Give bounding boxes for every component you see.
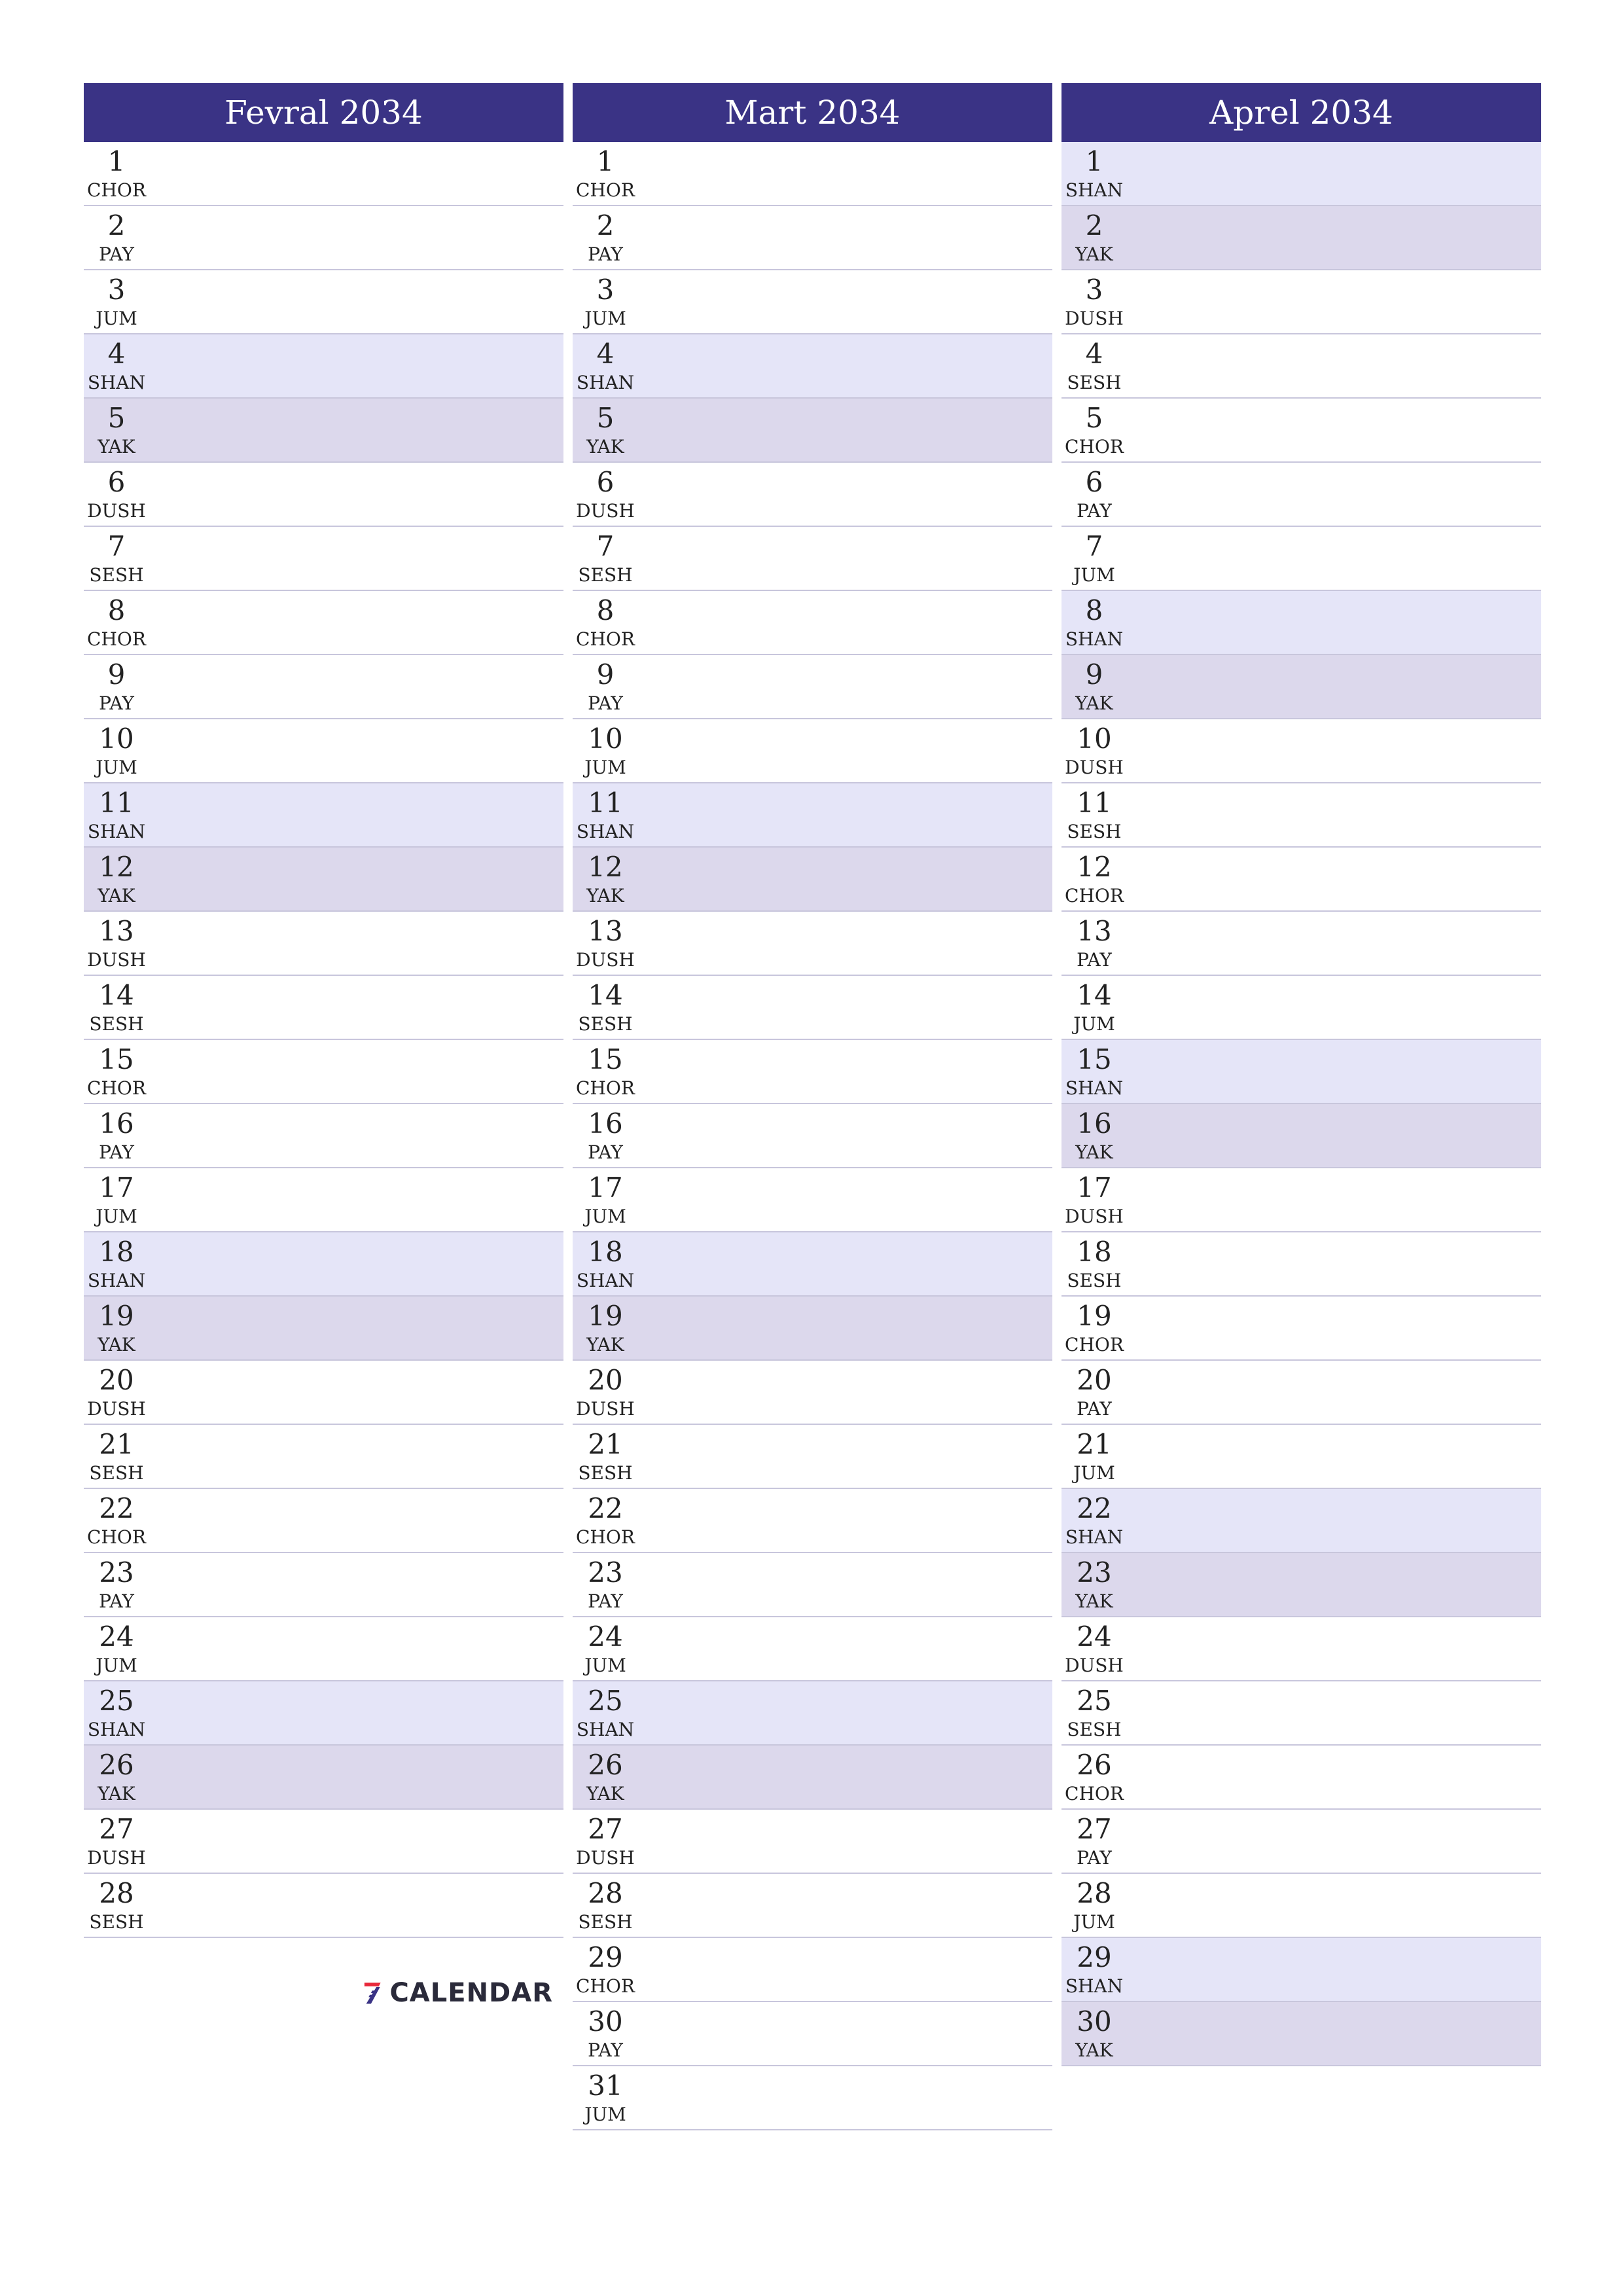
day-row [84, 719, 563, 783]
day-number: 2 [1085, 209, 1103, 242]
day-number: 23 [588, 1556, 623, 1588]
weekday-label: CHOR [87, 1077, 146, 1099]
day-row [84, 1168, 563, 1232]
day-row [573, 591, 1052, 655]
day-row [84, 976, 563, 1040]
day-row [1061, 270, 1541, 334]
day-row [84, 912, 563, 976]
weekday-label: SHAN [1065, 628, 1124, 650]
weekday-label: YAK [98, 1334, 135, 1355]
weekday-label: YAK [586, 436, 624, 457]
day-row [1061, 1874, 1541, 1938]
day-number: 8 [596, 594, 615, 626]
day-row [573, 1425, 1052, 1489]
day-list [1061, 142, 1541, 2066]
day-number: 24 [99, 1621, 134, 1653]
day-row [573, 1297, 1052, 1361]
day-row [84, 848, 563, 912]
day-row [573, 463, 1052, 527]
day-number: 2 [596, 209, 615, 242]
day-row [84, 655, 563, 719]
day-row [1061, 591, 1541, 655]
day-number: 10 [1077, 723, 1112, 755]
day-row [1061, 1040, 1541, 1104]
day-row [1061, 1297, 1541, 1361]
day-number: 1 [1085, 145, 1103, 177]
day-number: 9 [596, 658, 615, 691]
day-number: 2 [107, 209, 126, 242]
day-number: 7 [596, 530, 615, 562]
day-row [1061, 206, 1541, 270]
weekday-label: PAY [588, 1590, 623, 1612]
day-number: 30 [1077, 2005, 1112, 2037]
day-number: 14 [588, 979, 623, 1011]
day-number: 5 [107, 402, 126, 434]
day-number: 23 [99, 1556, 134, 1588]
day-row [1061, 719, 1541, 783]
day-number: 5 [596, 402, 615, 434]
weekday-label: JUM [96, 308, 137, 329]
day-row [1061, 1810, 1541, 1874]
day-row [573, 399, 1052, 463]
weekday-label: YAK [586, 1334, 624, 1355]
day-row [573, 1810, 1052, 1874]
day-row [84, 206, 563, 270]
day-number: 12 [588, 851, 623, 883]
day-row [573, 976, 1052, 1040]
day-number: 15 [99, 1043, 134, 1075]
weekday-label: CHOR [1065, 436, 1124, 457]
day-number: 16 [588, 1107, 623, 1139]
day-row [1061, 1489, 1541, 1553]
day-row [573, 270, 1052, 334]
weekday-label: YAK [1075, 2039, 1113, 2061]
weekday-label: SHAN [576, 1719, 635, 1740]
day-row [84, 591, 563, 655]
day-number: 3 [596, 274, 615, 306]
day-row [573, 527, 1052, 591]
day-number: 6 [1085, 466, 1103, 498]
day-row [573, 783, 1052, 848]
weekday-label: SHAN [87, 821, 146, 842]
seven-logo-icon [363, 1968, 382, 2018]
day-number: 13 [588, 915, 623, 947]
day-row [573, 1746, 1052, 1810]
weekday-label: SESH [578, 1911, 633, 1933]
weekday-label: SESH [89, 564, 144, 586]
weekday-label: SESH [578, 564, 633, 586]
weekday-label: JUM [584, 757, 626, 778]
day-number: 27 [99, 1813, 134, 1845]
weekday-label: PAY [1077, 1847, 1112, 1869]
weekday-label: PAY [588, 1141, 623, 1163]
weekday-label: JUM [1073, 1462, 1115, 1484]
day-number: 25 [1077, 1685, 1112, 1717]
month-column-april [1061, 83, 1541, 2066]
brand-logo [363, 1967, 553, 2019]
day-number: 24 [588, 1621, 623, 1653]
weekday-label: CHOR [576, 1975, 635, 1997]
weekday-label: PAY [1077, 949, 1112, 971]
day-number: 29 [1077, 1941, 1112, 1973]
month-title: Aprel 2034 [1061, 83, 1541, 142]
day-number: 17 [588, 1172, 623, 1204]
day-number: 25 [99, 1685, 134, 1717]
weekday-label: CHOR [576, 1526, 635, 1548]
day-number: 24 [1077, 1621, 1112, 1653]
day-row [84, 1617, 563, 1681]
day-row [84, 1810, 563, 1874]
day-row [1061, 1104, 1541, 1168]
day-row [573, 1232, 1052, 1297]
day-row [84, 142, 563, 206]
day-number: 28 [1077, 1877, 1112, 1909]
day-row [84, 1553, 563, 1617]
day-number: 1 [107, 145, 126, 177]
weekday-label: JUM [584, 2104, 626, 2125]
day-number: 20 [99, 1364, 134, 1396]
weekday-label: PAY [588, 2039, 623, 2061]
day-number: 17 [99, 1172, 134, 1204]
day-number: 14 [1077, 979, 1112, 1011]
day-row [84, 1040, 563, 1104]
day-row [84, 463, 563, 527]
weekday-label: CHOR [87, 628, 146, 650]
weekday-label: SHAN [1065, 1077, 1124, 1099]
day-row [1061, 1361, 1541, 1425]
day-number: 28 [588, 1877, 623, 1909]
day-number: 25 [588, 1685, 623, 1717]
day-row [84, 1104, 563, 1168]
weekday-label: CHOR [1065, 1334, 1124, 1355]
day-number: 4 [107, 338, 126, 370]
weekday-label: DUSH [1065, 1655, 1124, 1676]
weekday-label: DUSH [1065, 757, 1124, 778]
day-row [573, 719, 1052, 783]
month-title: Fevral 2034 [84, 83, 563, 142]
weekday-label: DUSH [87, 949, 146, 971]
weekday-label: JUM [584, 1655, 626, 1676]
day-number: 14 [99, 979, 134, 1011]
day-row [84, 1681, 563, 1746]
weekday-label: DUSH [576, 1847, 635, 1869]
day-number: 17 [1077, 1172, 1112, 1204]
day-row [84, 270, 563, 334]
day-row [84, 1232, 563, 1297]
day-row [84, 1489, 563, 1553]
day-row [573, 912, 1052, 976]
day-row [1061, 1746, 1541, 1810]
day-number: 1 [596, 145, 615, 177]
day-row [84, 527, 563, 591]
weekday-label: DUSH [87, 1398, 146, 1420]
weekday-label: PAY [1077, 1398, 1112, 1420]
weekday-label: SESH [1067, 1719, 1122, 1740]
day-row [84, 1746, 563, 1810]
weekday-label: PAY [588, 692, 623, 714]
day-number: 10 [99, 723, 134, 755]
weekday-label: SESH [89, 1013, 144, 1035]
weekday-label: CHOR [1065, 1783, 1124, 1804]
day-row [573, 1938, 1052, 2002]
day-number: 22 [588, 1492, 623, 1524]
day-row [573, 1489, 1052, 1553]
weekday-label: CHOR [87, 179, 146, 201]
day-number: 21 [99, 1428, 134, 1460]
weekday-label: SESH [1067, 821, 1122, 842]
day-number: 15 [588, 1043, 623, 1075]
day-row [573, 206, 1052, 270]
weekday-label: PAY [99, 692, 134, 714]
day-number: 29 [588, 1941, 623, 1973]
day-number: 11 [588, 787, 623, 819]
day-number: 18 [1077, 1236, 1112, 1268]
day-number: 3 [107, 274, 126, 306]
weekday-label: DUSH [87, 500, 146, 522]
day-row [1061, 848, 1541, 912]
weekday-label: YAK [98, 885, 135, 906]
weekday-label: PAY [99, 1141, 134, 1163]
weekday-label: SHAN [1065, 1526, 1124, 1548]
weekday-label: DUSH [1065, 1206, 1124, 1227]
day-number: 16 [1077, 1107, 1112, 1139]
day-number: 26 [1077, 1749, 1112, 1781]
brand-text: CALENDAR [389, 1978, 553, 2008]
day-list [84, 142, 563, 1938]
day-row [573, 1874, 1052, 1938]
day-row [1061, 399, 1541, 463]
day-number: 19 [99, 1300, 134, 1332]
day-list [573, 142, 1052, 2130]
day-number: 5 [1085, 402, 1103, 434]
day-number: 3 [1085, 274, 1103, 306]
month-title: Mart 2034 [573, 83, 1052, 142]
weekday-label: CHOR [576, 179, 635, 201]
weekday-label: JUM [96, 757, 137, 778]
day-number: 26 [99, 1749, 134, 1781]
weekday-label: SHAN [576, 372, 635, 393]
day-row [573, 1553, 1052, 1617]
weekday-label: PAY [99, 243, 134, 265]
weekday-label: JUM [584, 308, 626, 329]
day-row [1061, 655, 1541, 719]
day-number: 27 [1077, 1813, 1112, 1845]
weekday-label: SHAN [87, 372, 146, 393]
day-number: 12 [99, 851, 134, 883]
day-row [573, 2066, 1052, 2130]
day-row [1061, 783, 1541, 848]
month-column-february [84, 83, 563, 1938]
day-row [84, 1425, 563, 1489]
weekday-label: SESH [578, 1013, 633, 1035]
day-row [84, 783, 563, 848]
weekday-label: DUSH [1065, 308, 1124, 329]
day-number: 11 [99, 787, 134, 819]
day-number: 18 [588, 1236, 623, 1268]
weekday-label: YAK [586, 885, 624, 906]
day-number: 18 [99, 1236, 134, 1268]
day-number: 19 [588, 1300, 623, 1332]
day-row [573, 1361, 1052, 1425]
weekday-label: DUSH [576, 500, 635, 522]
weekday-label: SHAN [1065, 1975, 1124, 1997]
day-number: 6 [596, 466, 615, 498]
weekday-label: JUM [96, 1206, 137, 1227]
day-row [1061, 142, 1541, 206]
day-row [573, 1040, 1052, 1104]
weekday-label: JUM [1073, 564, 1115, 586]
weekday-label: CHOR [576, 1077, 635, 1099]
weekday-label: JUM [1073, 1911, 1115, 1933]
weekday-label: SESH [89, 1462, 144, 1484]
day-number: 4 [1085, 338, 1103, 370]
day-row [84, 1297, 563, 1361]
day-number: 9 [1085, 658, 1103, 691]
day-row [1061, 1232, 1541, 1297]
day-row [573, 142, 1052, 206]
weekday-label: SESH [1067, 1270, 1122, 1291]
day-row [1061, 1681, 1541, 1746]
weekday-label: DUSH [576, 1398, 635, 1420]
weekday-label: DUSH [87, 1847, 146, 1869]
weekday-label: CHOR [576, 628, 635, 650]
day-row [1061, 1553, 1541, 1617]
weekday-label: YAK [98, 436, 135, 457]
day-row [1061, 976, 1541, 1040]
weekday-label: PAY [588, 243, 623, 265]
day-row [84, 399, 563, 463]
day-row [1061, 334, 1541, 399]
day-number: 9 [107, 658, 126, 691]
weekday-label: YAK [1075, 243, 1113, 265]
weekday-label: JUM [584, 1206, 626, 1227]
weekday-label: CHOR [87, 1526, 146, 1548]
weekday-label: PAY [99, 1590, 134, 1612]
weekday-label: SHAN [87, 1719, 146, 1740]
day-number: 16 [99, 1107, 134, 1139]
weekday-label: SESH [1067, 372, 1122, 393]
day-row [84, 1874, 563, 1938]
day-number: 22 [99, 1492, 134, 1524]
day-number: 7 [107, 530, 126, 562]
weekday-label: YAK [1075, 1141, 1113, 1163]
day-number: 20 [1077, 1364, 1112, 1396]
weekday-label: YAK [1075, 692, 1113, 714]
day-number: 20 [588, 1364, 623, 1396]
day-number: 28 [99, 1877, 134, 1909]
weekday-label: SHAN [576, 1270, 635, 1291]
day-number: 15 [1077, 1043, 1112, 1075]
weekday-label: PAY [1077, 500, 1112, 522]
day-number: 21 [1077, 1428, 1112, 1460]
day-row [84, 334, 563, 399]
day-row [1061, 1425, 1541, 1489]
weekday-label: SESH [89, 1911, 144, 1933]
month-column-march [573, 83, 1052, 2130]
day-number: 22 [1077, 1492, 1112, 1524]
day-row [573, 334, 1052, 399]
day-number: 11 [1077, 787, 1112, 819]
day-row [1061, 912, 1541, 976]
day-row [573, 1681, 1052, 1746]
day-row [1061, 1617, 1541, 1681]
day-number: 7 [1085, 530, 1103, 562]
weekday-label: YAK [586, 1783, 624, 1804]
day-number: 19 [1077, 1300, 1112, 1332]
day-number: 23 [1077, 1556, 1112, 1588]
day-row [573, 1104, 1052, 1168]
day-number: 31 [588, 2070, 623, 2102]
day-number: 21 [588, 1428, 623, 1460]
day-number: 27 [588, 1813, 623, 1845]
day-number: 13 [1077, 915, 1112, 947]
weekday-label: YAK [98, 1783, 135, 1804]
day-row [1061, 2002, 1541, 2066]
day-row [573, 655, 1052, 719]
day-row [573, 1617, 1052, 1681]
day-row [573, 848, 1052, 912]
weekday-label: SHAN [576, 821, 635, 842]
weekday-label: SHAN [1065, 179, 1124, 201]
day-row [573, 1168, 1052, 1232]
day-number: 26 [588, 1749, 623, 1781]
day-number: 8 [107, 594, 126, 626]
weekday-label: SESH [578, 1462, 633, 1484]
day-row [84, 1361, 563, 1425]
day-row [1061, 1168, 1541, 1232]
day-number: 6 [107, 466, 126, 498]
day-number: 4 [596, 338, 615, 370]
weekday-label: JUM [1073, 1013, 1115, 1035]
day-row [1061, 1938, 1541, 2002]
day-number: 13 [99, 915, 134, 947]
day-number: 8 [1085, 594, 1103, 626]
day-row [1061, 463, 1541, 527]
day-number: 10 [588, 723, 623, 755]
day-number: 12 [1077, 851, 1112, 883]
day-number: 30 [588, 2005, 623, 2037]
weekday-label: YAK [1075, 1590, 1113, 1612]
day-row [573, 2002, 1052, 2066]
weekday-label: JUM [96, 1655, 137, 1676]
weekday-label: CHOR [1065, 885, 1124, 906]
day-row [1061, 527, 1541, 591]
weekday-label: DUSH [576, 949, 635, 971]
weekday-label: SHAN [87, 1270, 146, 1291]
